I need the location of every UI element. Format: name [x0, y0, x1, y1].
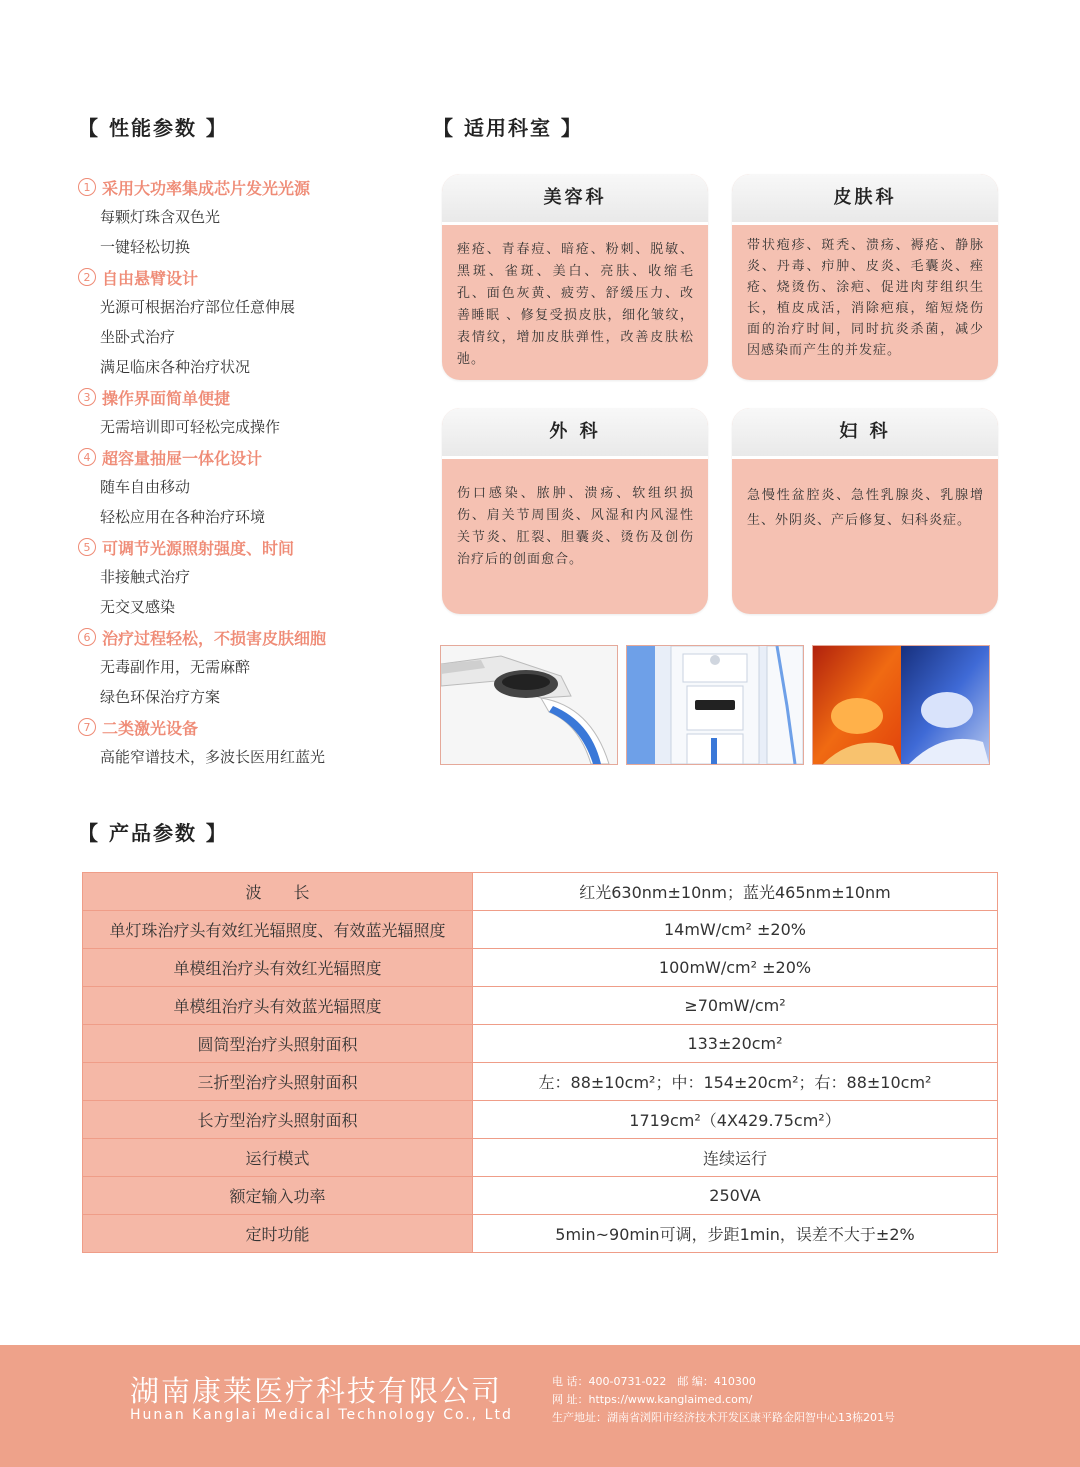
- param-label: 波 长: [83, 873, 473, 911]
- company-name-cn: 湖南康莱医疗科技有限公司: [130, 1374, 503, 1408]
- perf-heading-text: 操作界面简单便捷: [102, 388, 231, 408]
- dept-title: 皮肤科: [732, 174, 998, 225]
- perf-heading-3: [78, 382, 408, 412]
- perf-item: 随车自由移动: [100, 478, 191, 496]
- performance-list: [78, 172, 408, 772]
- param-value: 连续运行: [473, 1139, 998, 1177]
- perf-item: 一键轻松切换: [100, 238, 191, 256]
- param-label: 单模组治疗头有效蓝光辐照度: [83, 987, 473, 1025]
- dept-title: 美容科: [442, 174, 708, 225]
- param-value: 133±20cm²: [473, 1025, 998, 1063]
- dept-card-surgery: [442, 408, 708, 614]
- circled-number-icon: 7: [78, 718, 96, 736]
- perf-heading-text: 自由悬臂设计: [102, 268, 199, 288]
- circled-number-icon: 1: [78, 178, 96, 196]
- table-row: [83, 987, 998, 1025]
- light-therapy-photo: [812, 645, 990, 765]
- param-value: ≥70mW/cm²: [473, 987, 998, 1025]
- perf-item: 无需培训即可轻松完成操作: [100, 418, 281, 436]
- table-row: [83, 1139, 998, 1177]
- param-value: 100mW/cm² ±20%: [473, 949, 998, 987]
- dept-description: 伤口感染、脓肿、溃疡、软组织损伤、肩关节周围炎、风湿和内风湿性关节炎、肛裂、胆囊炎、烫伤及创伤治疗后的创面愈合。: [457, 486, 694, 567]
- perf-item: 非接触式治疗: [100, 568, 191, 586]
- company-name-en: Hunan Kanglai Medical Technology Co., Ltd: [130, 1407, 513, 1423]
- device-cart-image: [627, 646, 803, 764]
- param-label: 圆筒型治疗头照射面积: [83, 1025, 473, 1063]
- perf-item: 无交叉感染: [100, 598, 176, 616]
- table-row: [83, 1215, 998, 1253]
- perf-item: 无毒副作用，无需麻醉: [100, 658, 251, 676]
- table-row: [83, 1063, 998, 1101]
- perf-heading-text: 采用大功率集成芯片发光光源: [102, 178, 311, 198]
- dept-description: 痤疮、青春痘、暗疮、粉刺、脱敏、黑斑、雀斑、美白、亮肤、收缩毛孔、面色灰黄、疲劳、舒缓压力、改善睡眠 、修复受损皮肤，细化皱纹，表情纹，增加皮肤弹性，改善皮肤松弛。: [457, 242, 694, 367]
- param-label: 额定输入功率: [83, 1177, 473, 1215]
- table-row: [83, 1177, 998, 1215]
- perf-heading-text: 治疗过程轻松，不损害皮肤细胞: [102, 628, 327, 648]
- perf-heading-text: 超容量抽屉一体化设计: [102, 448, 263, 468]
- device-arm-photo: [440, 645, 618, 765]
- table-row: [83, 1025, 998, 1063]
- dept-card-cosmetology: [442, 174, 708, 380]
- light-therapy-image: [813, 646, 989, 764]
- dept-description: 急慢性盆腔炎、急性乳腺炎、乳腺增生、外阴炎、产后修复、妇科炎症。: [747, 488, 984, 528]
- perf-heading-6: [78, 622, 408, 652]
- performance-section-title: 【 性能参数 】: [78, 116, 228, 140]
- device-arm-image: [441, 646, 617, 764]
- perf-item: 高能窄谱技术，多波长医用红蓝光: [100, 748, 326, 766]
- param-label: 单模组治疗头有效红光辐照度: [83, 949, 473, 987]
- table-row: [83, 949, 998, 987]
- perf-item: 光源可根据治疗部位任意伸展: [100, 298, 296, 316]
- perf-heading-text: 可调节光源照射强度、时间: [102, 538, 295, 558]
- product-params-table: [82, 872, 998, 1253]
- contact-website[interactable]: 网 址：https://www.kanglaimed.com/: [552, 1393, 753, 1406]
- dept-description: 带状疱疹、斑秃、溃疡、褥疮、静脉炎、丹毒、疖肿、皮炎、毛囊炎、痤疮、烧烫伤、涂疤、促进肉芽组织生长，植皮成活，消除疤痕，缩短烧伤面的治疗时间，同时抗炎杀菌，减少因感染而产生的并发症。: [747, 238, 984, 358]
- param-label: 定时功能: [83, 1215, 473, 1253]
- perf-item: 轻松应用在各种治疗环境: [100, 508, 266, 526]
- circled-number-icon: 4: [78, 448, 96, 466]
- footer-banner: [0, 1345, 1080, 1467]
- product-params-section-title: 【 产品参数 】: [78, 821, 228, 845]
- table-row: [83, 911, 998, 949]
- dept-title: 妇 科: [732, 408, 998, 459]
- dept-card-gynecology: [732, 408, 998, 614]
- perf-heading-4: [78, 442, 408, 472]
- param-value: 1719cm²（4X429.75cm²）: [473, 1101, 998, 1139]
- perf-item: 绿色环保治疗方案: [100, 688, 221, 706]
- param-label: 单灯珠治疗头有效红光辐照度、有效蓝光辐照度: [83, 911, 473, 949]
- circled-number-icon: 6: [78, 628, 96, 646]
- param-value: 左：88±10cm²；中：154±20cm²；右：88±10cm²: [473, 1063, 998, 1101]
- contact-info: [552, 1373, 895, 1427]
- perf-heading-1: [78, 172, 408, 202]
- device-cart-photo: [626, 645, 804, 765]
- param-value: 14mW/cm² ±20%: [473, 911, 998, 949]
- param-value: 5min~90min可调，步距1min，误差不大于±2%: [473, 1215, 998, 1253]
- table-row: [83, 1101, 998, 1139]
- param-label: 长方型治疗头照射面积: [83, 1101, 473, 1139]
- perf-heading-2: [78, 262, 408, 292]
- perf-item: 满足临床各种治疗状况: [100, 358, 251, 376]
- perf-item: 每颗灯珠含双色光: [100, 208, 221, 226]
- circled-number-icon: 2: [78, 268, 96, 286]
- param-label: 运行模式: [83, 1139, 473, 1177]
- perf-heading-text: 二类激光设备: [102, 718, 199, 738]
- param-value: 红光630nm±10nm；蓝光465nm±10nm: [473, 873, 998, 911]
- departments-section-title: 【 适用科室 】: [433, 116, 583, 140]
- contact-phone: 电 话：400-0731-022 邮 编：410300: [552, 1375, 756, 1388]
- contact-address: 生产地址：湖南省浏阳市经济技术开发区康平路金阳智中心13栋201号: [552, 1411, 895, 1424]
- table-row: [83, 873, 998, 911]
- perf-heading-5: [78, 532, 408, 562]
- circled-number-icon: 5: [78, 538, 96, 556]
- circled-number-icon: 3: [78, 388, 96, 406]
- dept-card-dermatology: [732, 174, 998, 380]
- param-label: 三折型治疗头照射面积: [83, 1063, 473, 1101]
- perf-heading-7: [78, 712, 408, 742]
- perf-item: 坐卧式治疗: [100, 328, 176, 346]
- dept-title: 外 科: [442, 408, 708, 459]
- param-value: 250VA: [473, 1177, 998, 1215]
